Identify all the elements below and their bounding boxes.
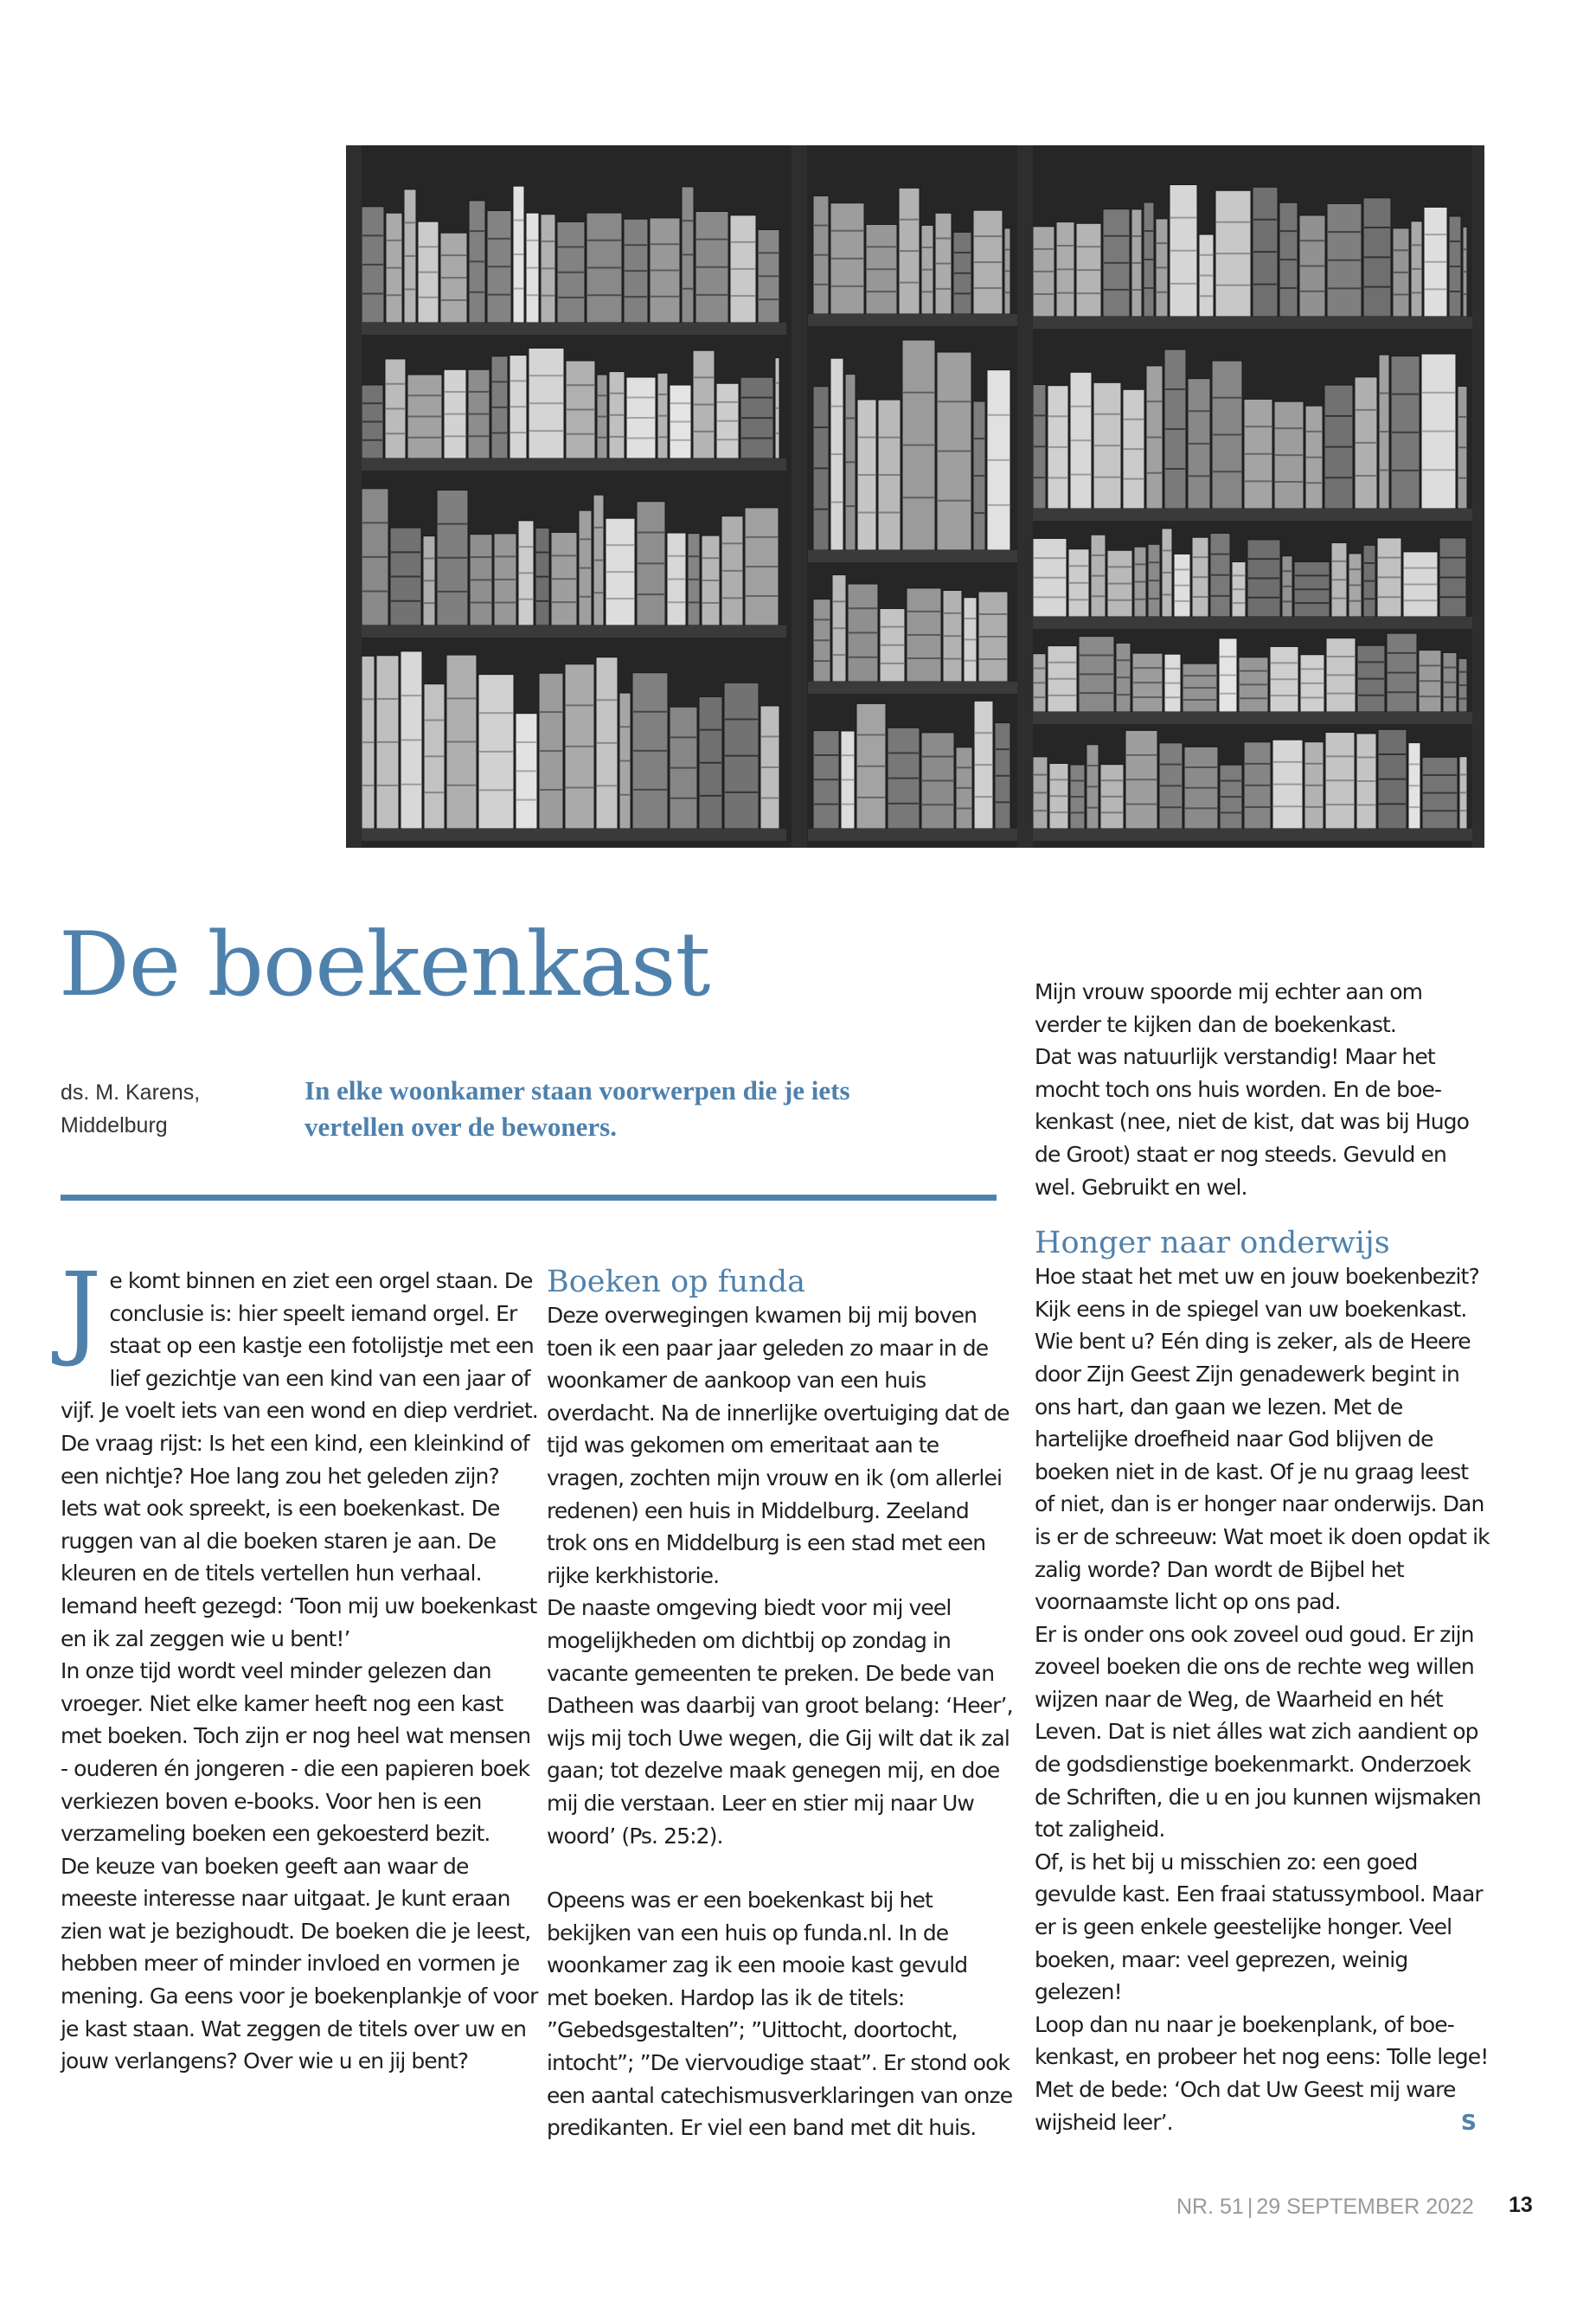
page-number: 13	[1509, 2193, 1533, 2217]
article-title: De boekenkast	[59, 913, 710, 1016]
column-2	[547, 1265, 1014, 2144]
paragraph: Iets wat ook spreekt, is een boekenkast. De ruggen van al die boeken staren je aan. De kleuren en de titels vertellen hun verhaal. Iemand heeft gezegd: ‘Toon mij uw boekenkast en ik zal zeggen wie u bent!’	[61, 1496, 537, 1651]
paragraph: De naaste omgeving biedt voor mij veel mogelijkheden om dichtbij op zondag in vacante gemeenten te preken. De bede van Datheen was daarbij van groot belang: ‘Heer’, wijs mij toch Uwe wegen, die Gij wilt dat ik zal gaan; tot dezelve maak genegen mij, en doe mij die verstaan. Leer en stier mij naar Uw woord’ (Ps. 25:2).	[547, 1595, 1013, 1849]
paragraph: Mijn vrouw spoorde mij echter aan om verder te kijken dan de boekenkast.	[1035, 979, 1423, 1037]
column-1	[61, 1250, 541, 2078]
paragraph: Er is onder ons ook zoveel oud goud. Er zijn zoveel boeken die ons de rechte weg willen wijzen naar de Weg, de Waarheid en hét Leven. Dat is niet álles wat zich aandient op de godsdienstige boekenmarkt. Onderzoek de Schriften, die u en jou kunnen wijsmaken tot zaligheid.	[1035, 1621, 1481, 1843]
section-heading: Honger naar onderwijs	[1035, 1226, 1390, 1261]
paragraph: Hoe staat het met uw en jouw boekenbezit? Kijk eens in de spiegel van uw boekenkast. Wie bent u? Eén ding is zeker, als de Heere door Zijn Geest Zijn genadewerk begint in ons hart, dan gaan we lezen. Met de hartelijke droefheid naar God blijven de boeken niet in de kast. Of je nu graag leest of niet, dan is er honger naar onderwijs. Dan is er de schreeuw: Wat moet ik doen opdat ik zalig worde? Dan wordt de Bijbel het voornaamste licht op ons pad.	[1035, 1264, 1490, 1615]
issue-number: NR. 51	[1176, 2195, 1244, 2219]
paragraph: Je komt binnen en ziet een orgel staan. De conclusie is: hier speelt iemand orgel. Er staat op een kastje een fotolijstje met een lief gezichtje van een kind van een jaar of vijf. Je voelt iets van een wond en diep verdriet. De vraag rijst: Is het een kind, een kleinkind of een nichtje? Hoe lang zou het geleden zijn?	[61, 1250, 538, 1489]
section-heading: Boeken op funda	[547, 1265, 806, 1299]
paragraph: Loop dan nu naar je boekenplank, of boekenkast, en probeer het nog eens: Tolle lege! Met de bede: ‘Och dat Uw Geest mij ware wijsheid leer’. S	[1035, 2009, 1493, 2138]
author-place: Middelburg	[61, 1113, 168, 1138]
drop-cap: J	[61, 1250, 101, 1369]
paragraph: Deze overwegingen kwamen bij mij boven toen ik een paar jaar geleden zo maar in de woonkamer de aankoop van een huis overdacht. Na de innerlijke overtuiging dat de tijd was gekomen om emeritaat aan te vragen, zochten mijn vrouw en ik (om allerlei redenen) een huis in Middelburg. Zeeland trok ons en Middelburg is een stad met een rijke kerkhistorie.	[547, 1303, 1010, 1588]
end-mark-icon: S	[1460, 2109, 1476, 2135]
paragraph: Opeens was er een boekenkast bij het bekijken van een huis op funda.nl. In de woonkamer zag ik een mooie kast gevuld met boeken. Hardop las ik de titels: ”Gebedsgestalten”; ”Uittocht, doortocht, intocht”; ”De viervoudige staat”. Er stond ook een aantal catechismusverklaringen van onze predikanten. Er viel een band met dit huis.	[547, 1888, 1013, 2141]
page-footer: NR. 51 | 29 SEPTEMBER 2022	[1176, 2195, 1474, 2219]
bookshelf-illustration	[346, 145, 1484, 848]
bookshelf-photo	[346, 145, 1484, 848]
divider-rule	[61, 1195, 997, 1201]
paragraph: De keuze van boeken geeft aan waar de meeste interesse naar uitgaat. Je kunt eraan zien wat je bezighoudt. De boeken die je leest, hebben meer of minder invloed en vormen je mening. Ga eens voor je boekenplankje of voor je kast staan. Wat zeggen de titels over uw en jouw verlangens? Over wie u en jij bent?	[61, 1853, 538, 2074]
paragraph: Of, is het bij u misschien zo: een goed gevulde kast. Een fraai statussymbool. Maar er is geen enkele geestelijke honger. Veel boeken, maar: veel geprezen, weinig gelezen!	[1035, 1849, 1483, 2005]
paragraph: Dat was natuurlijk verstandig! Maar het mocht toch ons huis worden. En de boekenkast (nee, niet de kist, dat was bij Hugo de Groot) staat er nog steeds. Gevuld en wel. Gebruikt en wel.	[1035, 1044, 1470, 1200]
author-name: ds. M. Karens,	[61, 1080, 201, 1105]
paragraph: In onze tijd wordt veel minder gelezen dan vroeger. Niet elke kamer heeft nog een kast met boeken. Toch zijn er nog heel wat mensen - ouderen én jongeren - die een papieren boek verkiezen boven e-books. Voor hen is een verzameling boeken een gekoesterd bezit.	[61, 1658, 531, 1847]
article-lede: In elke woonkamer staan voorwerpen die je iets vertellen over de bewoners.	[304, 1075, 850, 1142]
column-3	[1035, 976, 1493, 2138]
issue-date: 29 SEPTEMBER 2022	[1256, 2195, 1474, 2219]
author-byline	[61, 1076, 234, 1142]
